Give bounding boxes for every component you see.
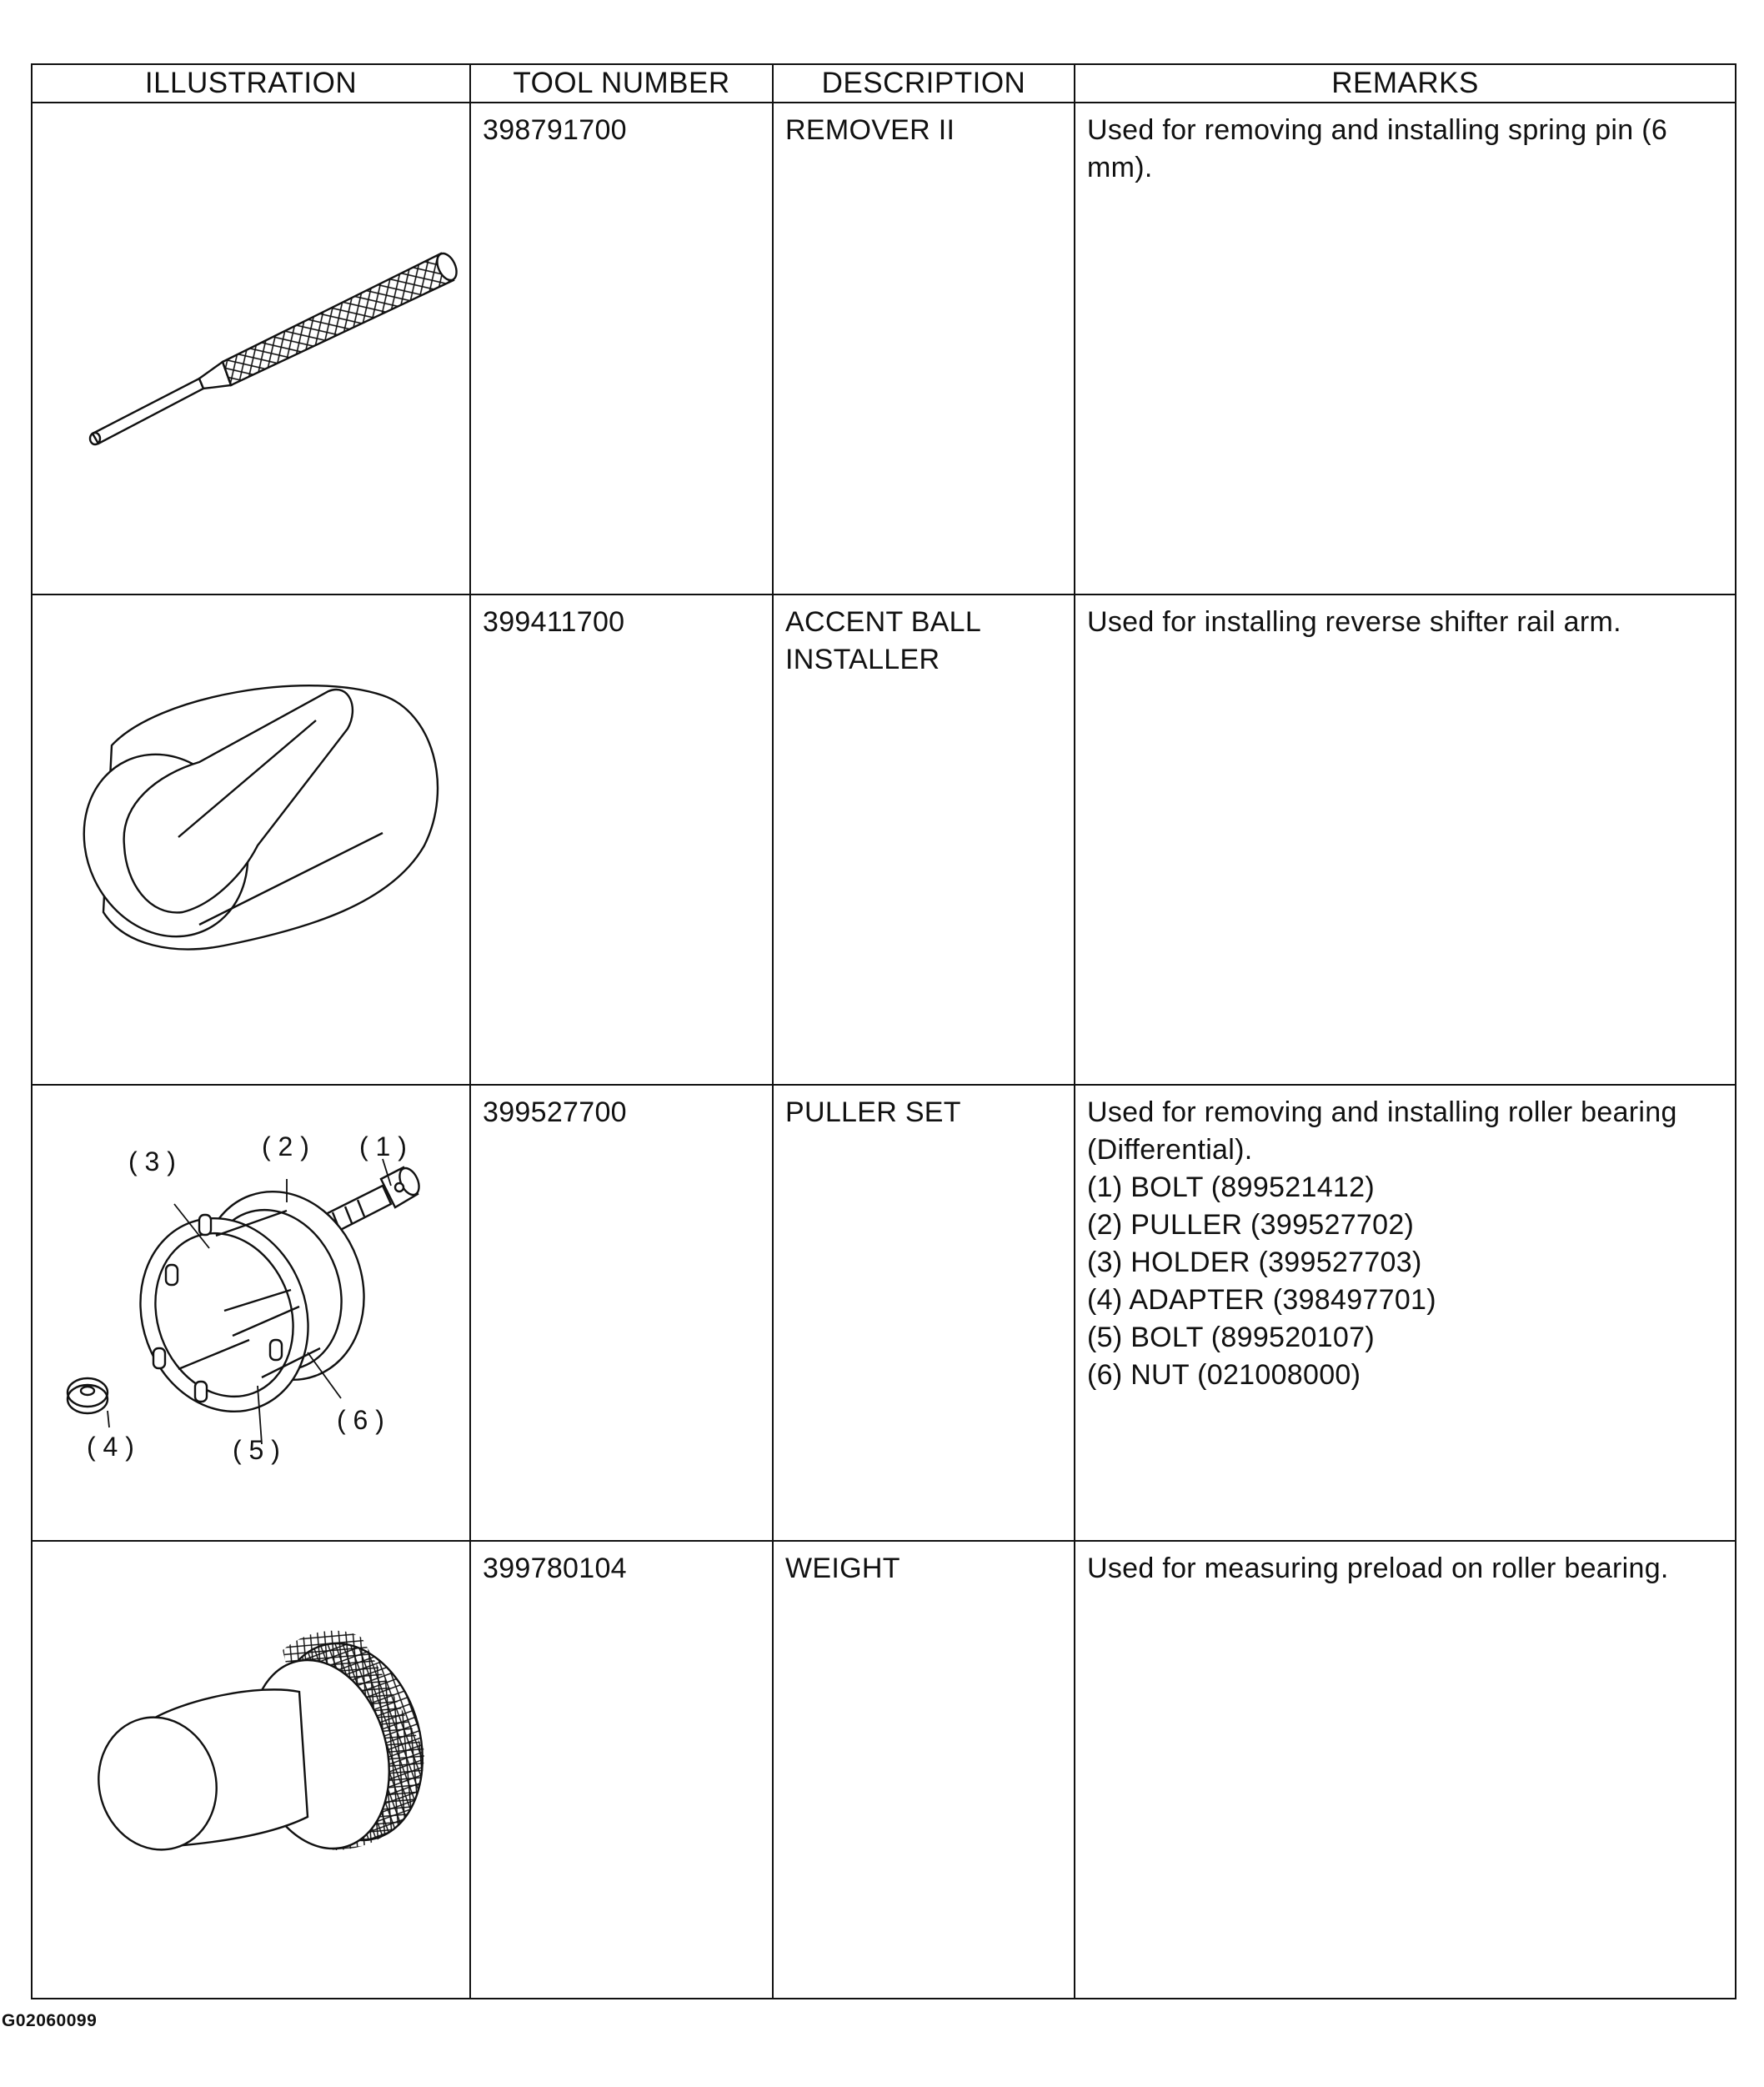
tool-number: 398791700: [483, 114, 627, 146]
remarks-cell: [1075, 594, 1736, 1085]
illustration-cell: [32, 103, 470, 594]
description-cell: [773, 1085, 1075, 1541]
tool-number: 399780104: [483, 1553, 627, 1584]
header-description: DESCRIPTION: [773, 64, 1075, 103]
callout-1: ( 1 ): [359, 1131, 407, 1161]
tool-description: WEIGHT: [785, 1553, 900, 1584]
part-item: (3) HOLDER (399527703): [1087, 1247, 1422, 1278]
table-row: [32, 1085, 1736, 1541]
remarks-cell: [1075, 1085, 1736, 1541]
remarks-cell: [1075, 103, 1736, 594]
tool-number: 399411700: [483, 606, 625, 638]
callout-2: ( 2 ): [262, 1131, 309, 1161]
remover-pin-punch-icon: [33, 103, 469, 594]
tool-number-cell: [470, 1541, 773, 1999]
illustration-cell: [32, 1541, 470, 1999]
header-remarks: REMARKS: [1075, 64, 1736, 103]
part-item: (1) BOLT (899521412): [1087, 1171, 1375, 1203]
table-row: [32, 103, 1736, 594]
tool-number-cell: [470, 103, 773, 594]
table-row: [32, 1541, 1736, 1999]
part-item: (4) ADAPTER (398497701): [1087, 1284, 1436, 1316]
description-cell: [773, 1541, 1075, 1999]
description-cell: [773, 103, 1075, 594]
accent-ball-installer-icon: [33, 595, 469, 1084]
remarks-note: (Differential).: [1087, 1134, 1253, 1166]
remarks-main: Used for removing and installing roller bearing: [1087, 1096, 1677, 1128]
knurled-weight-icon: [33, 1542, 469, 1998]
callout-4: ( 4 ): [87, 1432, 134, 1462]
tool-number-cell: [470, 594, 773, 1085]
callout-3: ( 3 ): [128, 1146, 176, 1176]
part-item: (6) NUT (021008000): [1087, 1359, 1361, 1391]
part-item: (2) PULLER (399527702): [1087, 1209, 1415, 1241]
puller-set-icon: [33, 1086, 469, 1540]
part-item: (5) BOLT (899520107): [1087, 1322, 1375, 1353]
illustration-cell: [32, 594, 470, 1085]
callout-6: ( 6 ): [337, 1405, 384, 1435]
callout-5: ( 5 ): [233, 1435, 280, 1465]
header-illustration: ILLUSTRATION: [32, 64, 470, 103]
figure-id: G02060099: [2, 2011, 98, 2030]
tool-description: PULLER SET: [785, 1096, 961, 1128]
tool-remarks: Used for removing and installing spring pin (6 mm).: [1087, 114, 1668, 183]
tool-remarks: Used for installing reverse shifter rail arm.: [1087, 606, 1621, 638]
remarks-cell: [1075, 1541, 1736, 1999]
tool-description: ACCENT BALL INSTALLER: [785, 606, 982, 675]
tool-remarks: Used for measuring preload on roller bearing.: [1087, 1553, 1669, 1584]
tool-remarks: [1075, 1086, 1735, 1394]
table-header-row: [32, 64, 1736, 103]
description-cell: [773, 594, 1075, 1085]
header-tool-number: TOOL NUMBER: [470, 64, 773, 103]
illustration-cell: [32, 1085, 470, 1541]
tool-number-cell: [470, 1085, 773, 1541]
table-row: [32, 594, 1736, 1085]
tool-description: REMOVER II: [785, 114, 955, 146]
special-tools-table: [31, 63, 1736, 1999]
tool-number: 399527700: [483, 1096, 627, 1128]
